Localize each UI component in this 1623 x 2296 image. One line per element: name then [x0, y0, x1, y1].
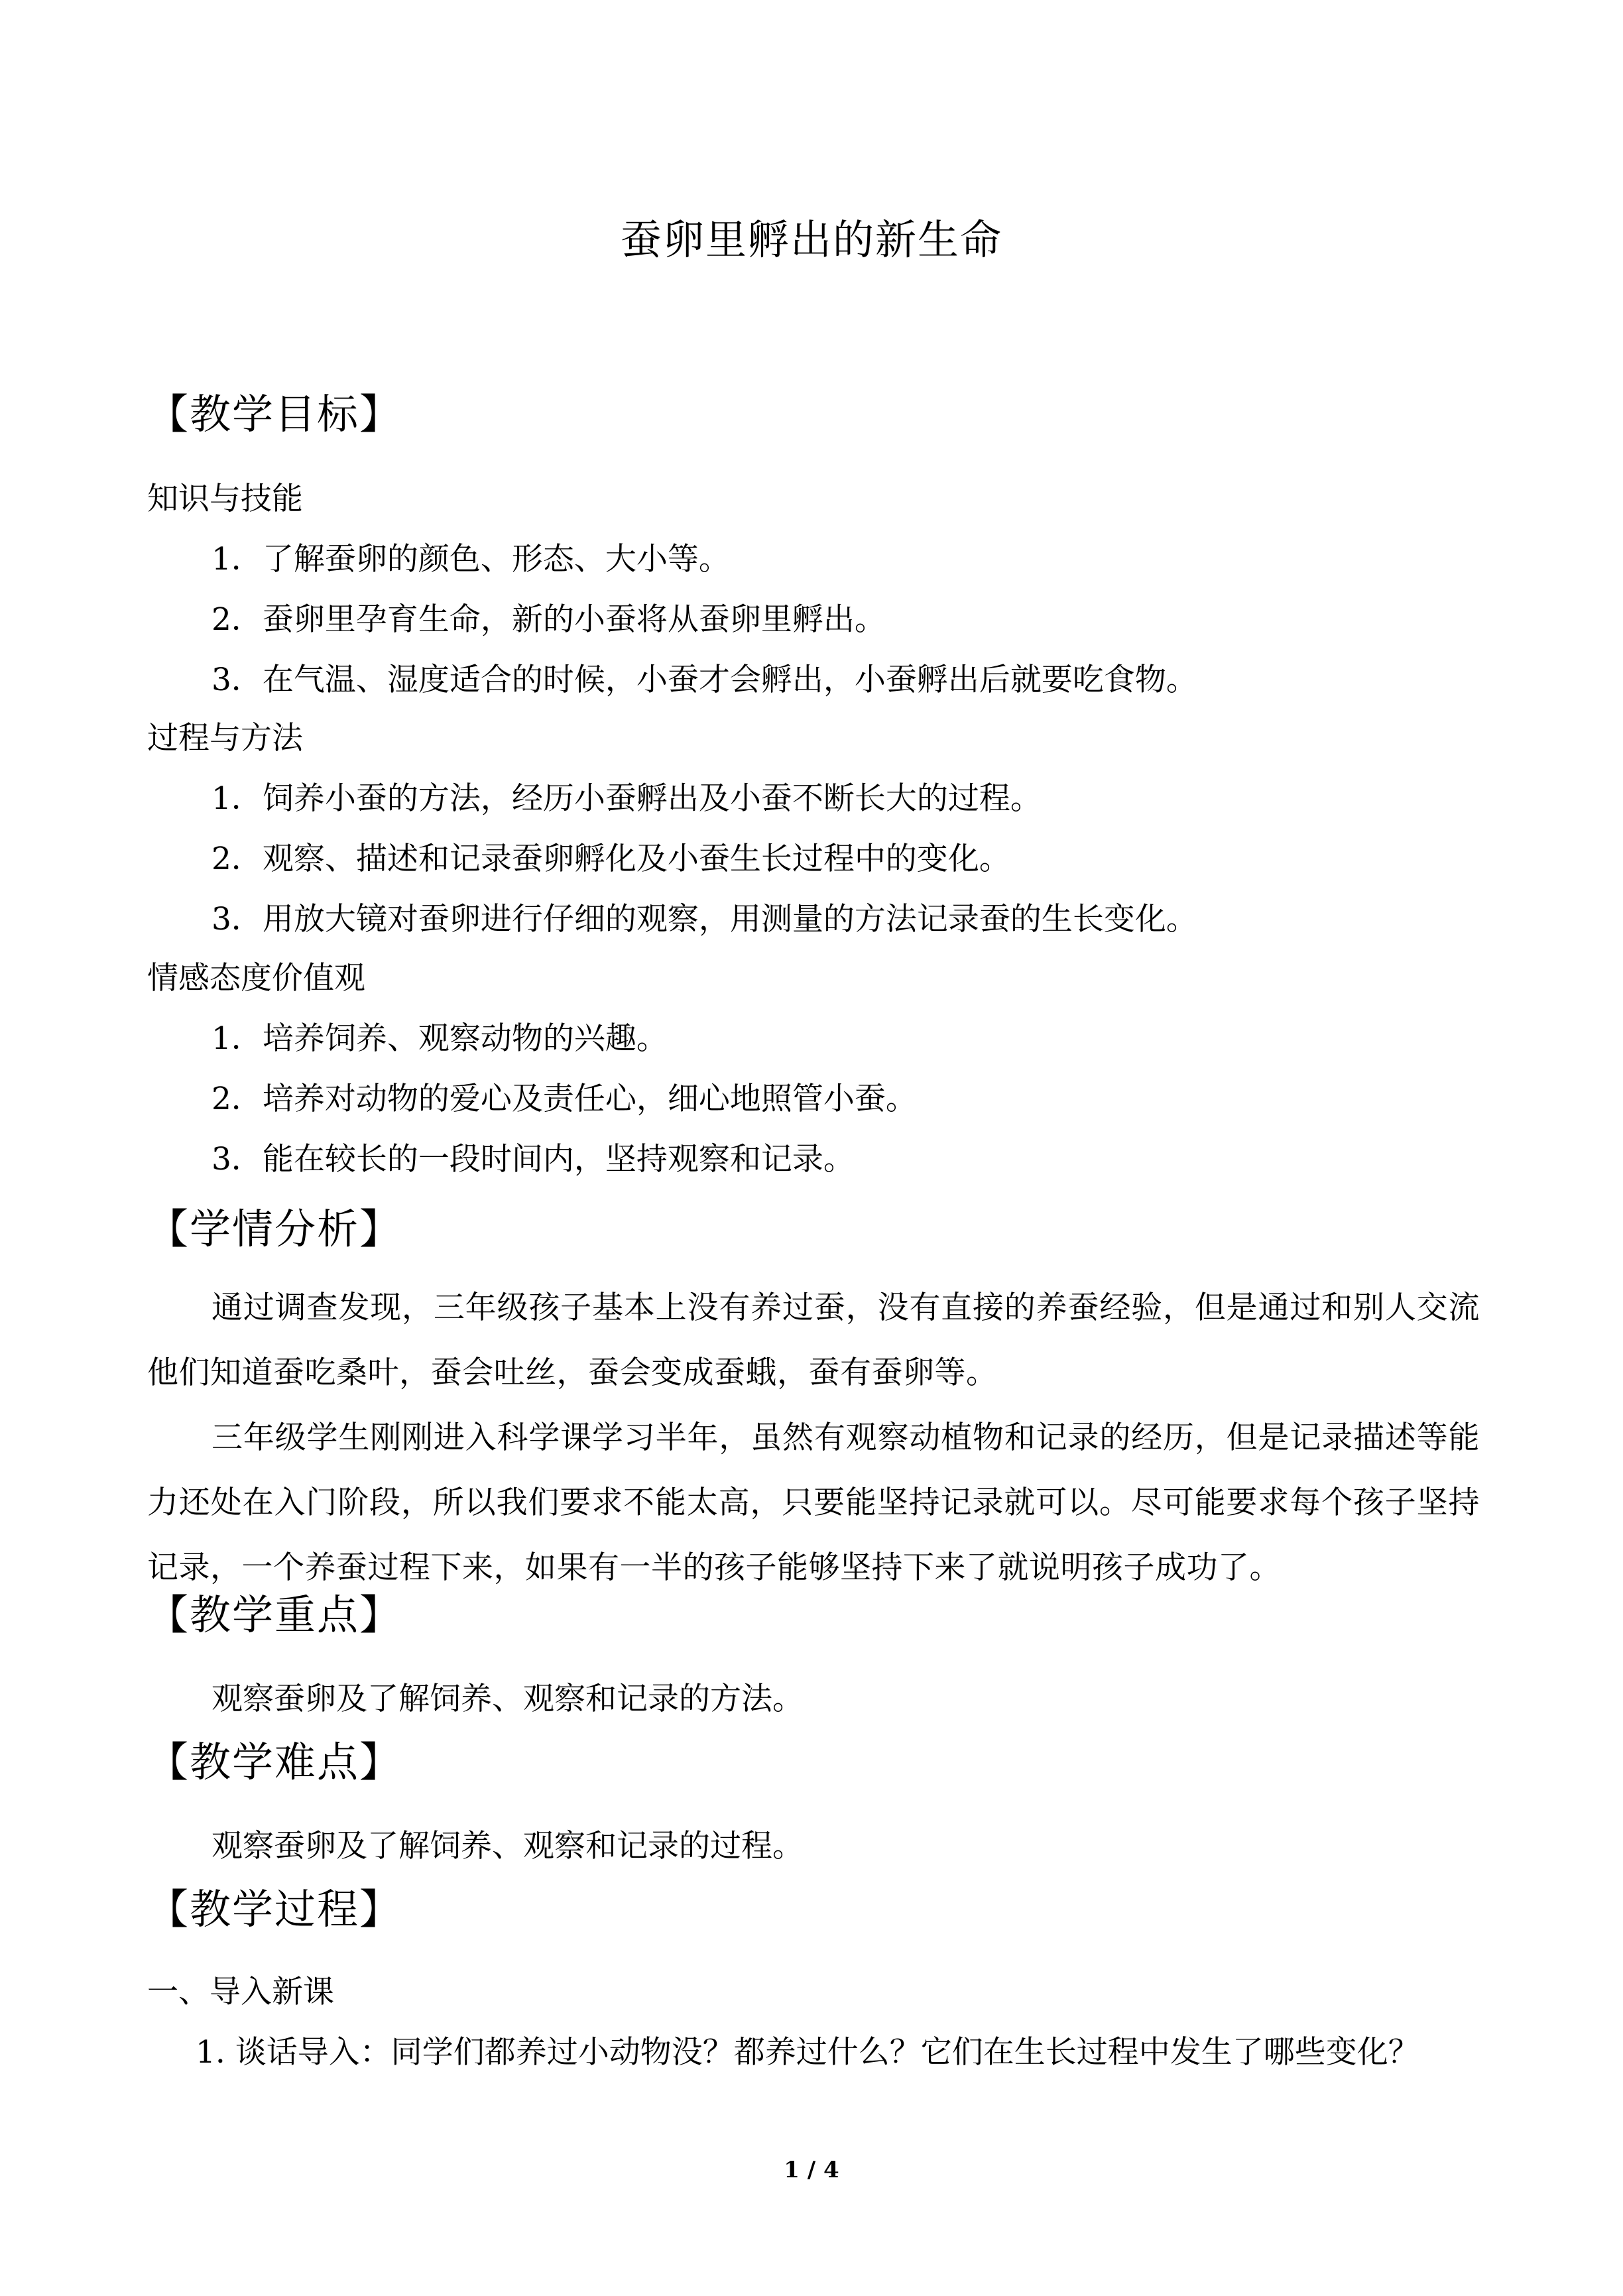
key-points-text: 观察蚕卵及了解饲养、观察和记录的方法。	[211, 1681, 804, 1717]
objectives-heading: 【教学目标】	[147, 390, 402, 438]
attitude-label: 情感态度价值观	[147, 960, 365, 997]
attitude-item-2: 2．培养对动物的爱心及责任心，细心地照管小蚕。	[211, 1081, 917, 1117]
section-one-label: 一、导入新课	[147, 1974, 334, 2010]
knowledge-item-2: 2．蚕卵里孕育生命，新的小蚕将从蚕卵里孵出。	[211, 601, 886, 638]
analysis-paragraph-1: 通过调查发现，三年级孩子基本上没有养过蚕，没有直接的养蚕经验，但是通过和别人交流他们知道蚕吃桑叶，蚕会吐丝，蚕会变成蚕蛾，蚕有蚕卵等。	[147, 1290, 1480, 1391]
analysis-heading: 【学情分析】	[147, 1205, 402, 1253]
knowledge-item-3: 3．在气温、湿度适合的时候，小蚕才会孵出，小蚕孵出后就要吃食物。	[211, 662, 1197, 698]
difficulties-heading: 【教学难点】	[147, 1738, 402, 1786]
knowledge-label: 知识与技能	[147, 481, 303, 517]
process-item-3: 3．用放大镜对蚕卵进行仔细的观察，用测量的方法记录蚕的生长变化。	[211, 901, 1197, 937]
difficulties-text: 观察蚕卵及了解饲养、观察和记录的过程。	[211, 1828, 804, 1864]
knowledge-item-1: 1．了解蚕卵的颜色、形态、大小等。	[211, 541, 730, 577]
page-title: 蚕卵里孵出的新生命	[620, 215, 1002, 264]
process-method-label: 过程与方法	[147, 720, 303, 756]
analysis-paragraph-2: 三年级学生刚刚进入科学课学习半年，虽然有观察动植物和记录的经历，但是记录描述等能力还处在入门阶段，所以我们要求不能太高，只要能坚持记录就可以。尽可能要求每个孩子坚持记录，一个养蚕过程下来，如果有一半的孩子能够坚持下来了就说明孩子成功了。	[147, 1420, 1480, 1586]
step-one-text: 1. 谈话导入：同学们都养过小动物没？都养过什么？它们在生长过程中发生了哪些变化？	[196, 2034, 1419, 2071]
process-item-2: 2．观察、描述和记录蚕卵孵化及小蚕生长过程中的变化。	[211, 841, 1010, 877]
process-heading: 【教学过程】	[147, 1885, 402, 1933]
page-number: 1 / 4	[784, 2157, 839, 2183]
key-points-heading: 【教学重点】	[147, 1591, 402, 1639]
process-item-1: 1．饲养小蚕的方法，经历小蚕孵出及小蚕不断长大的过程。	[211, 780, 1042, 817]
attitude-item-3: 3．能在较长的一段时间内，坚持观察和记录。	[211, 1141, 855, 1178]
attitude-item-1: 1．培养饲养、观察动物的兴趣。	[211, 1020, 668, 1057]
